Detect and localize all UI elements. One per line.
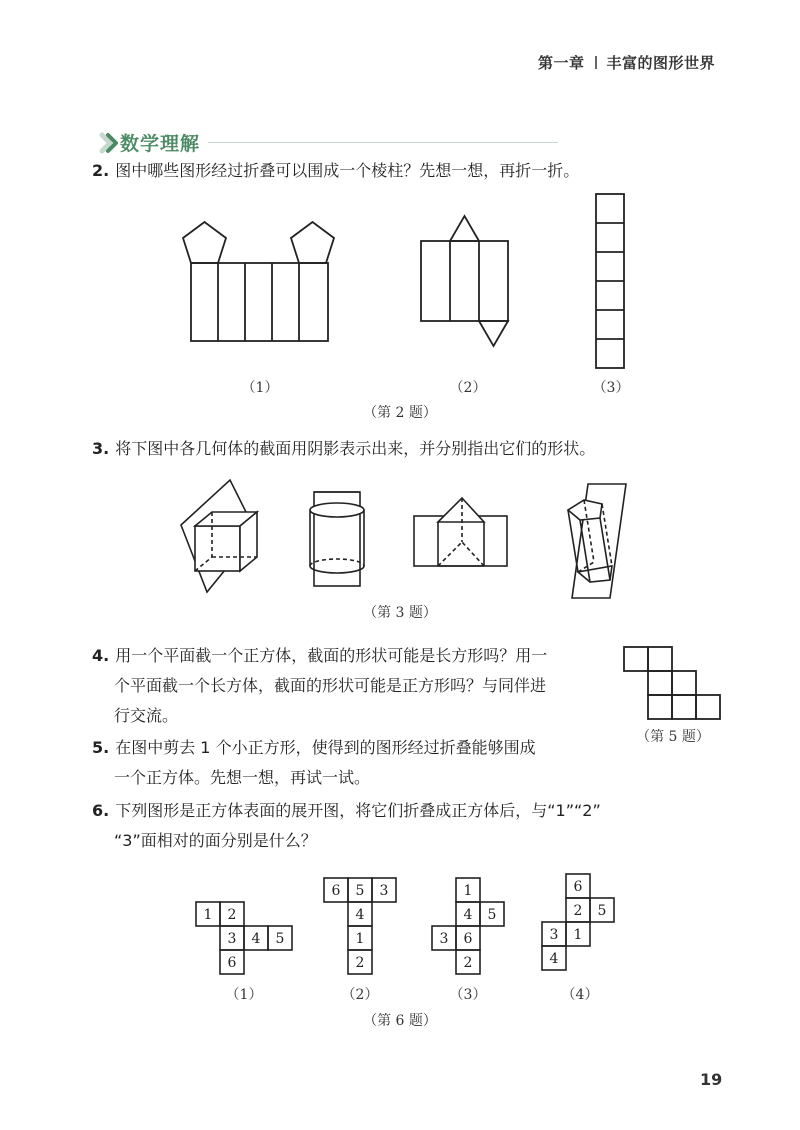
header-divider xyxy=(595,56,597,69)
figure-label: （3） xyxy=(449,987,487,1003)
question-3 xyxy=(92,434,595,464)
face-number: 3 xyxy=(439,931,449,947)
question-4 xyxy=(92,641,612,731)
question-text-line: 行交流。 xyxy=(114,706,179,725)
question-number: 3. xyxy=(92,439,110,458)
q2-figures xyxy=(0,190,800,390)
figure-caption: （第 3 题） xyxy=(363,605,437,621)
question-number: 5. xyxy=(92,738,110,757)
question-text: 将下图中各几何体的截面用阴影表示出来，并分别指出它们的形状。 xyxy=(115,439,596,458)
section-heading xyxy=(96,128,556,158)
face-number: 5 xyxy=(275,931,285,947)
face-number: 6 xyxy=(331,883,341,899)
question-text-line: 在图中剪去 1 个小正方形，使得到的图形经过折叠能够围成 xyxy=(115,738,536,757)
face-number: 1 xyxy=(355,931,365,947)
section-title: 数学理解 xyxy=(120,133,201,155)
figure-caption: （第 5 题） xyxy=(636,729,710,745)
figure-label: （2） xyxy=(449,380,487,396)
pentagonal-prism-with-cutting-plane xyxy=(568,484,626,598)
page-number: 19 xyxy=(700,1070,723,1089)
face-number: 4 xyxy=(463,907,473,923)
face-number: 2 xyxy=(573,903,583,919)
figure-caption: （第 2 题） xyxy=(363,405,437,421)
question-number: 6. xyxy=(92,801,110,820)
figure-label: （4） xyxy=(561,987,599,1003)
face-number: 6 xyxy=(227,955,237,971)
chapter-title: 丰富的图形世界 xyxy=(606,54,716,72)
figure-label: （2） xyxy=(341,987,379,1003)
question-text-line: 下列图形是正方体表面的展开图，将它们折叠成正方体后，与“1”“2” xyxy=(115,801,601,820)
question-text-line: “3”面相对的面分别是什么？ xyxy=(114,831,317,850)
face-number: 3 xyxy=(549,927,559,943)
figure-label: （1） xyxy=(241,380,279,396)
face-number: 5 xyxy=(355,883,365,899)
face-number: 5 xyxy=(597,903,607,919)
face-number: 2 xyxy=(355,955,365,971)
question-number: 2. xyxy=(92,161,110,180)
running-header xyxy=(538,52,715,73)
net-triangular-prism xyxy=(421,216,508,346)
figure-label: （1） xyxy=(225,987,263,1003)
face-number: 5 xyxy=(487,907,497,923)
chapter-label: 第一章 xyxy=(538,54,585,72)
face-number: 1 xyxy=(463,883,473,899)
question-5 xyxy=(92,733,612,793)
figure-caption: （第 6 题） xyxy=(363,1013,437,1029)
question-text-line: 用一个平面截一个正方体，截面的形状可能是长方形吗？用一 xyxy=(115,646,548,665)
question-text: 图中哪些图形经过折叠可以围成一个棱柱？先想一想，再折一折。 xyxy=(115,161,580,180)
cylinder-with-cutting-plane xyxy=(310,492,364,586)
face-number: 1 xyxy=(203,907,213,923)
face-number: 2 xyxy=(227,907,237,923)
face-number: 1 xyxy=(573,927,583,943)
question-6 xyxy=(92,796,732,856)
face-number: 4 xyxy=(355,907,365,923)
question-text-line: 个平面截一个长方体，截面的形状可能是正方形吗？与同伴进 xyxy=(114,676,547,695)
face-number: 6 xyxy=(573,879,583,895)
triangular-prism-with-cutting-plane xyxy=(414,498,507,566)
question-number: 4. xyxy=(92,646,110,665)
face-number: 6 xyxy=(463,931,473,947)
cube-with-cutting-plane xyxy=(181,480,257,592)
net-pentagonal-prism xyxy=(183,222,334,341)
question-2 xyxy=(92,156,579,186)
section-rule xyxy=(208,142,558,143)
face-number: 2 xyxy=(463,955,473,971)
figure-label: （3） xyxy=(592,380,630,396)
face-number: 4 xyxy=(251,931,261,947)
q5-staircase-net xyxy=(620,645,740,735)
net-six-squares-column xyxy=(596,194,624,368)
q3-figures xyxy=(0,470,800,610)
face-number: 3 xyxy=(227,931,237,947)
q6-cube-nets xyxy=(0,872,800,982)
question-text-line: 一个正方体。先想一想，再试一试。 xyxy=(114,768,371,787)
face-number: 3 xyxy=(379,883,389,899)
face-number: 4 xyxy=(549,951,559,967)
